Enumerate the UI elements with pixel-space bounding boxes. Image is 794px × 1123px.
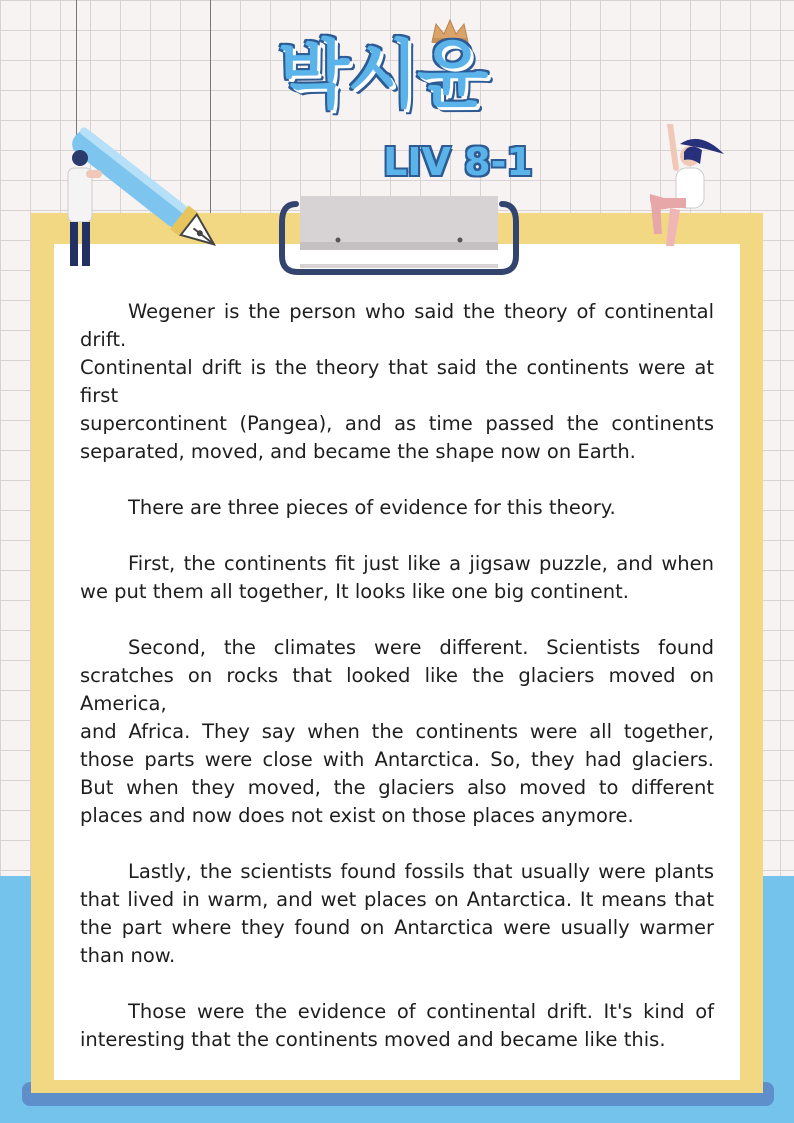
person-sitting-on-board xyxy=(640,124,736,254)
paragraph-line: Continental drift is the theory that said the continents were at first xyxy=(80,356,714,407)
paragraph-line: Those were the evidence of continental drift. It's kind of interesting that the continents moved and became like this. xyxy=(80,1000,714,1051)
paragraph-line: supercontinent (Pangea), and as time passed the continents separated, moved, and became the shape now on Earth. xyxy=(80,412,714,463)
essay-body xyxy=(80,298,714,1082)
paragraph-line: Second, the climates were different. Scientists found scratches on rocks that looked like the glaciers moved on America, xyxy=(80,636,714,715)
paragraph xyxy=(80,298,714,466)
student-name-title: 박시윤 xyxy=(277,32,487,118)
clipboard-clip xyxy=(278,192,520,276)
paragraph xyxy=(80,858,714,970)
paragraph-line: Wegener is the person who said the theory of continental drift. xyxy=(80,300,714,351)
paragraph xyxy=(80,634,714,830)
paragraph xyxy=(80,550,714,606)
paragraph-line: There are three pieces of evidence for this theory. xyxy=(128,496,616,519)
paragraph-line: Lastly, the scientists found fossils that usually were plants that lived in warm, and wet places on Antarctica. It means that the part where they found on Antarctica were usually warmer than now. xyxy=(80,860,714,967)
class-label: LIV 8-1 xyxy=(383,140,533,184)
paragraph xyxy=(80,998,714,1054)
paragraph xyxy=(80,494,714,522)
paragraph-line: and Africa. They say when the continents were all together, those parts were close with Antarctica. So, they had glaciers. But when they moved, the glaciers also moved to different places and now does not exist on those places anymore. xyxy=(80,720,714,827)
person-holding-pen xyxy=(60,148,104,270)
paragraph-line: First, the continents fit just like a jigsaw puzzle, and when we put them all together, It looks like one big continent. xyxy=(80,552,714,603)
